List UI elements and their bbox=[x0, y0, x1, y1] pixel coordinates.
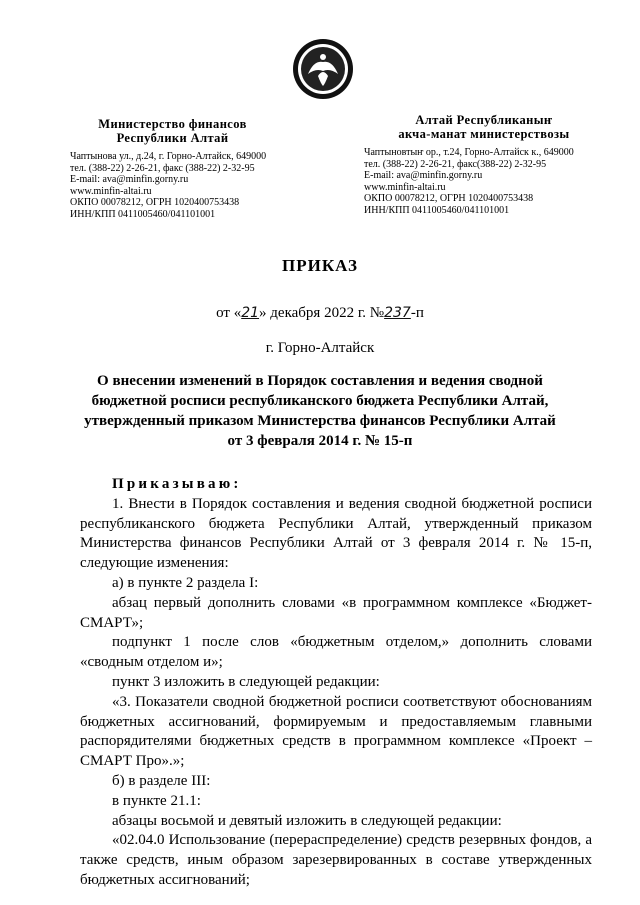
heading-line: бюджетной росписи республиканского бюджета Республики Алтай, bbox=[91, 393, 549, 409]
handwritten-day: 21 bbox=[241, 305, 260, 321]
inn-kpp: ИНН/КПП 0411005460/041101001 bbox=[364, 204, 510, 216]
phone: тел. (388-22) 2-26-21, факс (388-22) 2-32-95 bbox=[70, 162, 255, 174]
website: www.minfin-altai.ru bbox=[364, 181, 446, 193]
paragraph: подпункт 1 после слов «бюджетным отделом,» дополнить словами «сводным отделом и»; bbox=[80, 634, 592, 671]
paragraph: б) в разделе III: bbox=[112, 772, 211, 789]
email: E-mail: ava@minfin.gorny.ru bbox=[364, 170, 483, 181]
okpo-ogrn: ОКПО 00078212, ОГРН 1020400753438 bbox=[70, 197, 240, 208]
org-name-line-2: Республики Алтай bbox=[116, 131, 229, 145]
heading-line: от 3 февраля 2014 г. № 15-п bbox=[227, 433, 413, 449]
paragraph: «02.04.0 Использование (перераспределение) средств резервных фондов, а также средств, иным образом зарезервированных в составе утвержденных бюджетных ассигнований; bbox=[80, 832, 592, 888]
republic-altai-emblem-icon bbox=[292, 38, 354, 100]
org-name-line-1: Министерство финансов bbox=[98, 117, 247, 131]
city: г. Горно-Алтайск bbox=[265, 340, 375, 356]
paragraph: абзац первый дополнить словами «в программном комплексе «Бюджет-СМАРТ»; bbox=[80, 594, 592, 631]
address: Чаптыновтыҥ ор., т.24, Горно-Алтайск к., 649000 bbox=[364, 147, 574, 158]
decree-word: Приказываю: bbox=[112, 476, 242, 492]
handwritten-number: 237 bbox=[384, 305, 411, 321]
website: www.minfin-altai.ru bbox=[70, 185, 152, 197]
number-suffix: -п bbox=[410, 305, 424, 321]
paragraph: в пункте 21.1: bbox=[112, 792, 201, 809]
paragraph: а) в пункте 2 раздела I: bbox=[112, 574, 259, 591]
ministry-header-altai bbox=[364, 113, 614, 216]
org-name-line-1: Алтай Республиканыҥ bbox=[415, 113, 553, 127]
heading-line: О внесении изменений в Порядок составления и ведения сводной bbox=[97, 373, 543, 389]
document-title: ПРИКАЗ bbox=[282, 256, 358, 275]
email: E-mail: ava@minfin.gorny.ru bbox=[70, 174, 189, 185]
order-date-number bbox=[0, 305, 640, 322]
date-middle: » декабря 2022 г. № bbox=[259, 305, 385, 321]
order-body bbox=[80, 475, 592, 891]
address: Чаптынова ул., д.24, г. Горно-Алтайск, 649000 bbox=[70, 151, 267, 162]
paragraph: 1. Внести в Порядок составления и ведения сводной бюджетной росписи республиканского бюджета Республики Алтай, утвержденный приказом Министерства финансов Республики Алтай от 3 февраля 2014 г. № 15-п, следующие изменения: bbox=[80, 495, 592, 572]
phone: тел. (388-22) 2-26-21, факс(388-22) 2-32-95 bbox=[364, 158, 547, 170]
okpo-ogrn: ОКПО 00078212, ОГРН 1020400753438 bbox=[364, 193, 534, 204]
paragraph: «3. Показатели сводной бюджетной росписи соответствуют обоснованиям бюджетных ассигнований, формируемым и предоставляемым главными распорядителями бюджетных средств в программном комплексе «Проект – СМАРТ Про».»; bbox=[80, 693, 592, 770]
org-name-line-2: акча-манат министерствозы bbox=[398, 127, 570, 141]
heading-line: утвержденный приказом Министерства финансов Республики Алтай bbox=[84, 413, 556, 429]
order-heading bbox=[70, 371, 570, 451]
date-prefix: от « bbox=[216, 305, 242, 321]
inn-kpp: ИНН/КПП 0411005460/041101001 bbox=[70, 208, 216, 220]
ministry-header-russian bbox=[70, 117, 330, 220]
paragraph: пункт 3 изложить в следующей редакции: bbox=[112, 673, 380, 690]
paragraph: абзацы восьмой и девятый изложить в следующей редакции: bbox=[112, 812, 502, 829]
